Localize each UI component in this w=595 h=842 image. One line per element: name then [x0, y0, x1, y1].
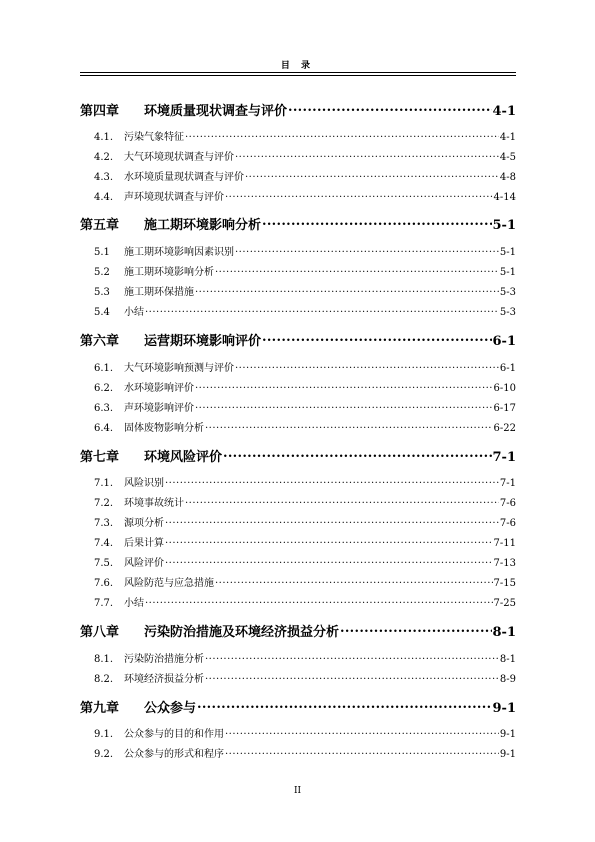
toc-section-entry[interactable]	[80, 650, 516, 665]
toc-leader-dots	[235, 245, 499, 255]
toc-entry-page: 5-3	[499, 287, 516, 298]
toc-entry-number: 6.4.	[94, 423, 114, 434]
toc-entry-title: 环境事故统计	[124, 498, 184, 509]
toc-entry-page: 7-6	[499, 498, 516, 509]
toc-entry-title: 固体废物影响分析	[124, 423, 204, 434]
toc-leader-dots	[262, 332, 491, 345]
toc-entry-title: 水环境影响评价	[124, 383, 194, 394]
toc-leader-dots	[225, 747, 499, 757]
toc-leader-dots	[205, 672, 499, 682]
toc-leader-dots	[165, 476, 499, 486]
toc-entry-number: 6.3.	[94, 403, 114, 414]
toc-entry-title: 环境风险评价	[144, 450, 223, 465]
toc-entry-page: 5-1	[499, 267, 516, 278]
toc-entry-number: 7.6.	[94, 578, 114, 589]
toc-entry-title: 环境经济损益分析	[124, 674, 204, 685]
toc-entry-number: 7.4.	[94, 538, 114, 549]
toc-leader-dots	[197, 699, 491, 712]
toc-entry-page: 4-8	[499, 172, 516, 183]
toc-entry-number: 7.1.	[94, 478, 114, 489]
toc-section-entry[interactable]	[80, 359, 516, 374]
toc-entry-title: 污染防治措施及环境经济损益分析	[144, 625, 340, 640]
toc-entry-number: 7.7.	[94, 598, 114, 609]
toc-leader-dots	[215, 265, 499, 275]
header-rule-thick	[80, 72, 516, 73]
toc-section-entry[interactable]	[80, 303, 516, 318]
toc-leader-dots	[223, 448, 491, 461]
toc-section-entry[interactable]	[80, 534, 516, 549]
toc-entry-number: 9.1.	[94, 729, 114, 740]
toc-section-entry[interactable]	[80, 745, 516, 760]
toc-section-entry[interactable]	[80, 399, 516, 414]
toc-entry-title: 声环境现状调查与评价	[124, 192, 224, 203]
toc-entry-number: 4.1.	[94, 132, 114, 143]
toc-section-entry[interactable]	[80, 554, 516, 569]
toc-section-entry[interactable]	[80, 725, 516, 740]
toc-leader-dots	[215, 576, 493, 586]
toc-entry-page: 9-1	[492, 701, 516, 716]
toc-entry-title: 施工期环境影响分析	[124, 267, 214, 278]
toc-entry-page: 9-1	[499, 749, 516, 760]
toc-chapter-entry[interactable]	[80, 330, 516, 349]
toc-entry-number: 9.2.	[94, 749, 114, 760]
toc-entry-page: 7-6	[499, 518, 516, 529]
toc-entry-page: 5-1	[499, 247, 516, 258]
page-number: II	[293, 786, 302, 796]
toc-entry-page: 6-22	[493, 423, 516, 434]
toc-entry-number: 7.5.	[94, 558, 114, 569]
toc-entry-number: 8.2.	[94, 674, 114, 685]
toc-leader-dots	[165, 536, 493, 546]
toc-section-entry[interactable]	[80, 474, 516, 489]
toc-entry-number: 第六章	[80, 334, 120, 349]
toc-entry-number: 8.1.	[94, 654, 114, 665]
toc-entry-number: 4.3.	[94, 172, 114, 183]
toc-entry-page: 7-1	[499, 478, 516, 489]
page-header-title: 目 录	[280, 61, 315, 71]
toc-section-entry[interactable]	[80, 494, 516, 509]
toc-section-entry[interactable]	[80, 379, 516, 394]
toc-entry-page: 7-25	[493, 598, 516, 609]
toc-entry-page: 5-1	[492, 218, 516, 233]
toc-section-entry[interactable]	[80, 148, 516, 163]
toc-leader-dots	[235, 150, 499, 160]
toc-entry-title: 施工期环保措施	[124, 287, 194, 298]
toc-chapter-entry[interactable]	[80, 621, 516, 640]
toc-entry-title: 声环境影响评价	[124, 403, 194, 414]
toc-entry-page: 6-10	[493, 383, 516, 394]
toc-entry-page: 6-1	[492, 334, 516, 349]
toc-entry-title: 风险评价	[124, 558, 164, 569]
toc-leader-dots	[165, 516, 499, 526]
toc-leader-dots	[165, 556, 493, 566]
toc-entry-page: 7-1	[492, 450, 516, 465]
toc-entry-number: 第九章	[80, 701, 120, 716]
toc-section-entry[interactable]	[80, 419, 516, 434]
toc-leader-dots	[145, 596, 493, 606]
toc-leader-dots	[340, 623, 491, 636]
toc-leader-dots	[185, 130, 499, 140]
toc-entry-title: 小结	[124, 598, 144, 609]
toc-entry-title: 水环境质量现状调查与评价	[124, 172, 244, 183]
toc-section-entry[interactable]	[80, 670, 516, 685]
toc-entry-number: 7.3.	[94, 518, 114, 529]
toc-entry-number: 6.2.	[94, 383, 114, 394]
toc-leader-dots	[205, 421, 493, 431]
toc-entry-page: 7-15	[493, 578, 516, 589]
toc-entry-title: 污染防治措施分析	[124, 654, 204, 665]
toc-chapter-entry[interactable]	[80, 697, 516, 716]
toc-entry-page: 4-1	[492, 104, 516, 119]
toc-entry-number: 第五章	[80, 218, 120, 233]
toc-entry-page: 9-1	[499, 729, 516, 740]
toc-leader-dots	[235, 361, 499, 371]
toc-entry-number: 4.2.	[94, 152, 114, 163]
toc-entry-title: 公众参与的形式和程序	[124, 749, 224, 760]
toc-entry-number: 第四章	[80, 104, 120, 119]
toc-leader-dots	[225, 727, 499, 737]
toc-chapter-entry[interactable]	[80, 100, 516, 119]
toc-leader-dots	[195, 401, 493, 411]
toc-section-entry[interactable]	[80, 243, 516, 258]
toc-leader-dots	[288, 102, 491, 115]
toc-entry-page: 7-11	[493, 538, 516, 549]
toc-entry-title: 源项分析	[124, 518, 164, 529]
toc-entry-page: 8-1	[492, 625, 516, 640]
header-rule-thin	[80, 75, 516, 76]
toc-leader-dots	[245, 170, 499, 180]
toc-entry-title: 大气环境现状调查与评价	[124, 152, 234, 163]
toc-entry-number: 5.2	[94, 267, 110, 278]
toc-section-entry[interactable]	[80, 594, 516, 609]
toc-leader-dots	[225, 190, 493, 200]
toc-section-entry[interactable]	[80, 128, 516, 143]
toc-section-entry[interactable]	[80, 168, 516, 183]
toc-leader-dots	[205, 652, 499, 662]
toc-section-entry[interactable]	[80, 514, 516, 529]
toc-entry-page: 4-5	[499, 152, 516, 163]
toc-chapter-entry[interactable]	[80, 214, 516, 233]
toc-entry-title: 污染气象特征	[124, 132, 184, 143]
toc-entry-title: 后果计算	[124, 538, 164, 549]
toc-entry-number: 5.3	[94, 287, 110, 298]
toc-entry-title: 公众参与的目的和作用	[124, 729, 224, 740]
toc-entry-title: 风险防范与应急措施	[124, 578, 214, 589]
toc-leader-dots	[185, 496, 499, 506]
toc-entry-page: 8-1	[499, 654, 516, 665]
toc-entry-title: 大气环境影响预测与评价	[124, 363, 234, 374]
toc-section-entry[interactable]	[80, 283, 516, 298]
toc-entry-page: 4-14	[493, 192, 516, 203]
toc-entry-page: 8-9	[499, 674, 516, 685]
toc-entry-title: 小结	[124, 307, 144, 318]
toc-entry-number: 第八章	[80, 625, 120, 640]
toc-entry-title: 风险识别	[124, 478, 164, 489]
toc-entry-page: 4-1	[499, 132, 516, 143]
toc-entry-page: 7-13	[493, 558, 516, 569]
toc-entry-number: 4.4.	[94, 192, 114, 203]
toc-entry-title: 施工期环境影响因素识别	[124, 247, 234, 258]
toc-entry-number: 7.2.	[94, 498, 114, 509]
toc-section-entry[interactable]	[80, 574, 516, 589]
toc-entry-page: 6-17	[493, 403, 516, 414]
toc-entry-title: 施工期环境影响分析	[144, 218, 262, 233]
toc-entry-number: 5.4	[94, 307, 110, 318]
toc-section-entry[interactable]	[80, 263, 516, 278]
toc-entry-title: 公众参与	[144, 701, 197, 716]
toc-chapter-entry[interactable]	[80, 446, 516, 465]
toc-entry-page: 5-3	[499, 307, 516, 318]
toc-leader-dots	[195, 381, 493, 391]
toc-entry-page: 6-1	[499, 363, 516, 374]
toc-leader-dots	[262, 216, 491, 229]
toc-entry-title: 环境质量现状调查与评价	[144, 104, 288, 119]
toc-leader-dots	[195, 285, 499, 295]
toc-entry-number: 5.1	[94, 247, 110, 258]
toc-entry-number: 第七章	[80, 450, 120, 465]
toc-entry-number: 6.1.	[94, 363, 114, 374]
toc-section-entry[interactable]	[80, 188, 516, 203]
toc-leader-dots	[145, 305, 499, 315]
toc-entry-title: 运营期环境影响评价	[144, 334, 262, 349]
